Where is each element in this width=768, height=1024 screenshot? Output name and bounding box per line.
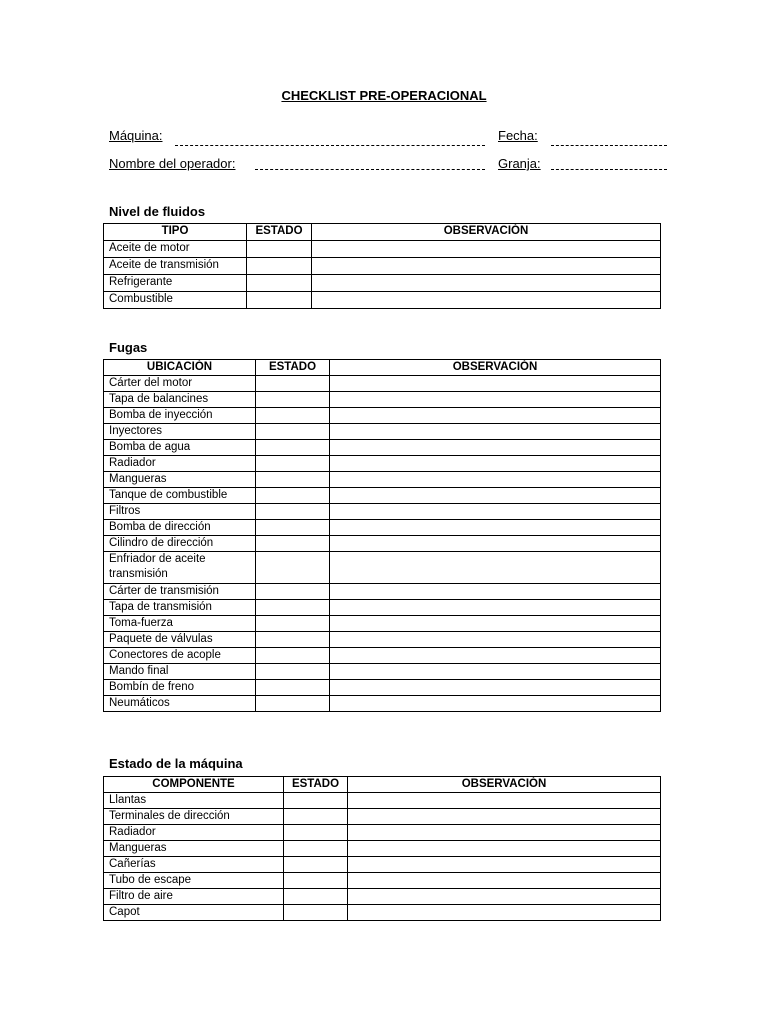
col-observacion-header: OBSERVACIÓN <box>312 224 661 241</box>
observacion-cell[interactable] <box>312 292 661 309</box>
row-label: Cañerías <box>104 857 284 873</box>
estado-cell[interactable] <box>284 857 348 873</box>
observacion-cell[interactable] <box>330 456 661 472</box>
observacion-cell[interactable] <box>330 616 661 632</box>
estado-table <box>103 776 661 921</box>
row-label: Toma-fuerza <box>104 616 256 632</box>
observacion-cell[interactable] <box>348 905 661 921</box>
estado-cell[interactable] <box>256 632 330 648</box>
table-row <box>104 584 661 600</box>
estado-cell[interactable] <box>284 873 348 889</box>
estado-cell[interactable] <box>256 376 330 392</box>
row-label: Cilindro de dirección <box>104 536 256 552</box>
table-row <box>104 292 661 309</box>
row-label: Mangueras <box>104 472 256 488</box>
row-label: Tanque de combustible <box>104 488 256 504</box>
observacion-cell[interactable] <box>330 376 661 392</box>
estado-cell[interactable] <box>256 472 330 488</box>
estado-cell[interactable] <box>256 440 330 456</box>
table-row <box>104 424 661 440</box>
estado-cell[interactable] <box>256 696 330 712</box>
table-row <box>104 520 661 536</box>
observacion-cell[interactable] <box>330 424 661 440</box>
row-label: Mando final <box>104 664 256 680</box>
observacion-cell[interactable] <box>330 536 661 552</box>
observacion-cell[interactable] <box>348 889 661 905</box>
table-row <box>104 504 661 520</box>
col-componente-header: COMPONENTE <box>104 777 284 793</box>
row-label: Cárter del motor <box>104 376 256 392</box>
observacion-cell[interactable] <box>330 584 661 600</box>
row-label: Bomba de inyección <box>104 408 256 424</box>
observacion-cell[interactable] <box>330 664 661 680</box>
estado-cell[interactable] <box>256 392 330 408</box>
row-label: Aceite de transmisión <box>104 258 247 275</box>
observacion-cell[interactable] <box>348 841 661 857</box>
fecha-label: Fecha: <box>498 128 538 143</box>
table-row <box>104 440 661 456</box>
table-row <box>104 488 661 504</box>
observacion-cell[interactable] <box>330 680 661 696</box>
table-row <box>104 793 661 809</box>
estado-cell[interactable] <box>247 258 312 275</box>
table-row <box>104 873 661 889</box>
estado-cell[interactable] <box>256 488 330 504</box>
estado-cell[interactable] <box>256 536 330 552</box>
row-label: Enfriador de aceite transmisión <box>104 552 256 584</box>
row-label: Capot <box>104 905 284 921</box>
observacion-cell[interactable] <box>348 857 661 873</box>
table-row <box>104 241 661 258</box>
estado-cell[interactable] <box>256 520 330 536</box>
estado-cell[interactable] <box>256 616 330 632</box>
observacion-cell[interactable] <box>348 825 661 841</box>
row-label: Mangueras <box>104 841 284 857</box>
row-label: Inyectores <box>104 424 256 440</box>
row-label: Paquete de válvulas <box>104 632 256 648</box>
fecha-field[interactable] <box>551 145 667 146</box>
col-observacion-header: OBSERVACIÓN <box>330 360 661 376</box>
row-label: Terminales de dirección <box>104 809 284 825</box>
estado-cell[interactable] <box>256 600 330 616</box>
observacion-cell[interactable] <box>348 873 661 889</box>
table-row <box>104 696 661 712</box>
table-row <box>104 616 661 632</box>
row-label: Llantas <box>104 793 284 809</box>
estado-cell[interactable] <box>256 552 330 584</box>
observacion-cell[interactable] <box>330 552 661 584</box>
estado-cell[interactable] <box>284 809 348 825</box>
table-row <box>104 680 661 696</box>
table-row <box>104 376 661 392</box>
table-row <box>104 275 661 292</box>
estado-cell[interactable] <box>284 905 348 921</box>
observacion-cell[interactable] <box>330 520 661 536</box>
granja-field[interactable] <box>551 169 667 170</box>
table-row <box>104 809 661 825</box>
maquina-field[interactable] <box>175 145 485 146</box>
row-label: Conectores de acople <box>104 648 256 664</box>
row-label: Bombín de freno <box>104 680 256 696</box>
col-tipo-header: TIPO <box>104 224 247 241</box>
estado-cell[interactable] <box>247 292 312 309</box>
row-label: Bomba de agua <box>104 440 256 456</box>
observacion-cell[interactable] <box>312 241 661 258</box>
granja-label: Granja: <box>498 156 541 171</box>
table-row <box>104 889 661 905</box>
observacion-cell[interactable] <box>330 472 661 488</box>
row-label: Combustible <box>104 292 247 309</box>
fugas-table <box>103 359 661 712</box>
observacion-cell[interactable] <box>312 275 661 292</box>
estado-section-title: Estado de la máquina <box>109 756 243 771</box>
observacion-cell[interactable] <box>330 392 661 408</box>
table-row <box>104 392 661 408</box>
table-row <box>104 905 661 921</box>
observacion-cell[interactable] <box>330 504 661 520</box>
col-estado-header: ESTADO <box>247 224 312 241</box>
col-estado-header: ESTADO <box>256 360 330 376</box>
table-row <box>104 408 661 424</box>
col-estado-header: ESTADO <box>284 777 348 793</box>
row-label: Refrigerante <box>104 275 247 292</box>
estado-cell[interactable] <box>256 648 330 664</box>
maquina-label: Máquina: <box>109 128 163 143</box>
fluidos-table <box>103 223 661 309</box>
row-label: Filtro de aire <box>104 889 284 905</box>
observacion-cell[interactable] <box>330 648 661 664</box>
observacion-cell[interactable] <box>348 793 661 809</box>
table-row <box>104 825 661 841</box>
row-label: Tapa de balancines <box>104 392 256 408</box>
estado-cell[interactable] <box>256 424 330 440</box>
row-label: Bomba de dirección <box>104 520 256 536</box>
table-row <box>104 600 661 616</box>
estado-cell[interactable] <box>247 275 312 292</box>
estado-cell[interactable] <box>256 680 330 696</box>
table-row <box>104 664 661 680</box>
table-row <box>104 632 661 648</box>
observacion-cell[interactable] <box>330 408 661 424</box>
table-row <box>104 536 661 552</box>
observacion-cell[interactable] <box>330 600 661 616</box>
estado-cell[interactable] <box>284 825 348 841</box>
estado-cell[interactable] <box>247 241 312 258</box>
fluidos-section-title: Nivel de fluidos <box>109 204 206 219</box>
row-label: Filtros <box>104 504 256 520</box>
row-label: Neumáticos <box>104 696 256 712</box>
operador-label: Nombre del operador: <box>109 156 236 171</box>
page-title: CHECKLIST PRE-OPERACIONAL <box>281 88 487 103</box>
row-label: Cárter de transmisión <box>104 584 256 600</box>
observacion-cell[interactable] <box>330 440 661 456</box>
estado-cell[interactable] <box>256 504 330 520</box>
table-row <box>104 648 661 664</box>
row-label: Radiador <box>104 456 256 472</box>
col-observacion-header: OBSERVACIÓN <box>348 777 661 793</box>
estado-cell[interactable] <box>256 408 330 424</box>
estado-cell[interactable] <box>256 456 330 472</box>
observacion-cell[interactable] <box>330 696 661 712</box>
row-label: Tubo de escape <box>104 873 284 889</box>
table-row <box>104 841 661 857</box>
observacion-cell[interactable] <box>330 488 661 504</box>
estado-cell[interactable] <box>284 889 348 905</box>
observacion-cell[interactable] <box>330 632 661 648</box>
table-row <box>104 258 661 275</box>
estado-cell[interactable] <box>284 841 348 857</box>
row-label: Aceite de motor <box>104 241 247 258</box>
estado-cell[interactable] <box>284 793 348 809</box>
observacion-cell[interactable] <box>312 258 661 275</box>
table-row <box>104 552 661 584</box>
col-ubicacion-header: UBICACIÓN <box>104 360 256 376</box>
table-row <box>104 456 661 472</box>
estado-cell[interactable] <box>256 584 330 600</box>
fugas-section-title: Fugas <box>109 340 148 355</box>
estado-cell[interactable] <box>256 664 330 680</box>
table-row <box>104 857 661 873</box>
table-row <box>104 472 661 488</box>
row-label: Tapa de transmisión <box>104 600 256 616</box>
observacion-cell[interactable] <box>348 809 661 825</box>
operador-field[interactable] <box>255 169 485 170</box>
row-label: Radiador <box>104 825 284 841</box>
